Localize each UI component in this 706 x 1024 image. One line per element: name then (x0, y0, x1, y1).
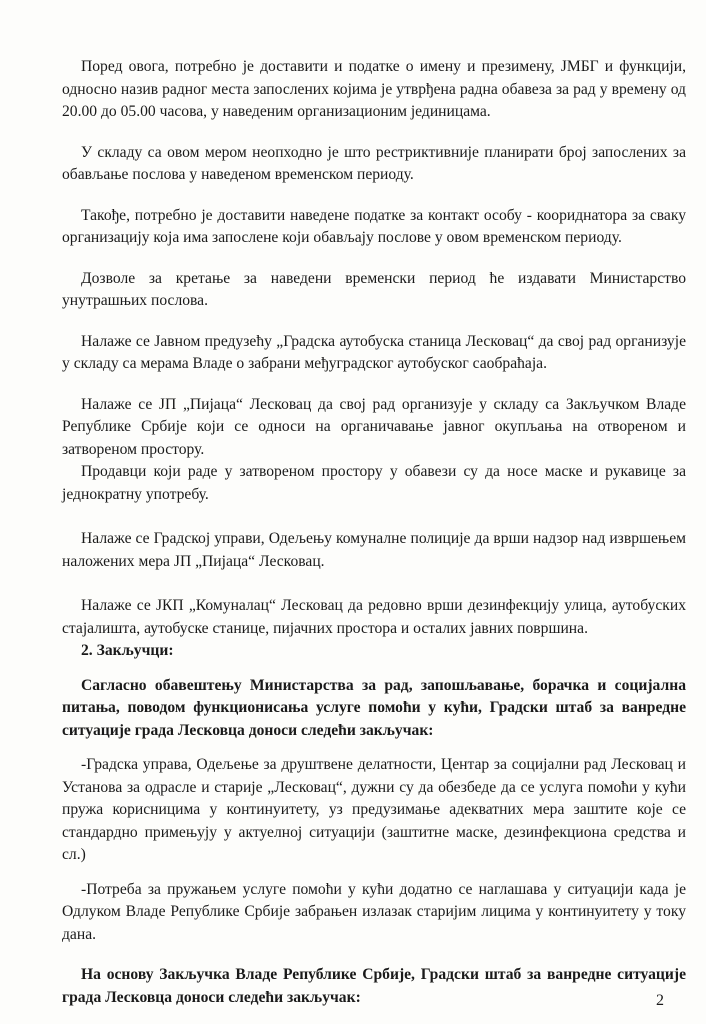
paragraph-market-operations: Налаже се ЈП „Пијаца“ Лесковац да свој рад организује у складу са Закључком Владе Републике Србије који се односи на органичавање јавног окупљања на отвореном и затвореном простору. (62, 395, 686, 458)
page-number: 2 (656, 992, 664, 1009)
final-statement: На основу Закључка Владе Републике Србије, Градски штаб за ванредне ситуације града Лесковца доноси следећи закључак: (62, 966, 686, 1006)
document-page (62, 56, 686, 1009)
conclusion-item-home-care: -Градска управа, Одељење за друштвене делатности, Центар за социјални рад Лесковац и Установа за одрасле и старије „Лесковац“, дужни су да обезбеде да се услуга помоћи у кући пружа корисницима у континуитету, уз предузимање адекватних мера заштите које се стандардно примењују у актуелној ситуацији (заштитне маске, дезинфекциона средства и сл.) (62, 756, 686, 863)
paragraph-staff-data: Поред овога, потребно је доставити и податке о имену и презимену, ЈМБГ и функцији, односно назив радног места запослених којима је утврђена радна обавеза за рад у времену од 20.00 до 05.00 часова, у наведеним организационим јединицама. (62, 58, 686, 120)
paragraph-contact-coordinator: Такође, потребно је доставити наведене податке за контакт особу - коориднатора за сваку организацију која има запослене који обављају послове у овом временском периоду. (62, 206, 686, 246)
conclusion-item-elderly: -Потреба за пружањем услуге помоћи у кући додатно се наглашава у ситуацији када је Одлуком Владе Републике Србије забрањен излазак старијим лицима у континуитету у току дана. (62, 880, 686, 943)
paragraph-vendors-masks: Продавци који раде у затвореном простору у обавези су да носе маске и рукавице за једнократну употребу. (62, 463, 686, 503)
paragraph-communal-police: Налаже се Градској управи, Одељењу комуналне полиције да врши надзор над извршењем наложених мера ЈП „Пијаца“ Лесковац. (62, 530, 686, 570)
section-heading-conclusions: 2. Закључци: (81, 642, 174, 659)
conclusion-intro: Сагласно обавештењу Министарства за рад, запошљавање, борачка и социјална питања, поводом функционисања услуге помоћи у кући, Градски штаб за ванредне ситуације града Лесковца доноси следећи закључак: (62, 676, 686, 739)
paragraph-movement-permits: Дозволе за кретање за наведени временски период ће издавати Министарство унутрашњих послова. (62, 269, 686, 309)
paragraph-bus-station: Налаже се Јавном предузећу „Градска аутобуска станица Лесковац“ да свој рад организује у складу са мерама Владе о забрани међуградског аутобуског саобраћаја. (62, 332, 686, 372)
paragraph-disinfection: Налаже се ЈКП „Комуналац“ Лесковац да редовно врши дезинфекцију улица, аутобуских стајалишта, аутобуске станице, пијачних простора и осталих јавних површина. (62, 597, 686, 637)
paragraph-restrictive-planning: У складу са овом мером неопходно је што рестриктивније планирати број запослених за обављање послова у наведеном временском периоду. (62, 143, 686, 183)
